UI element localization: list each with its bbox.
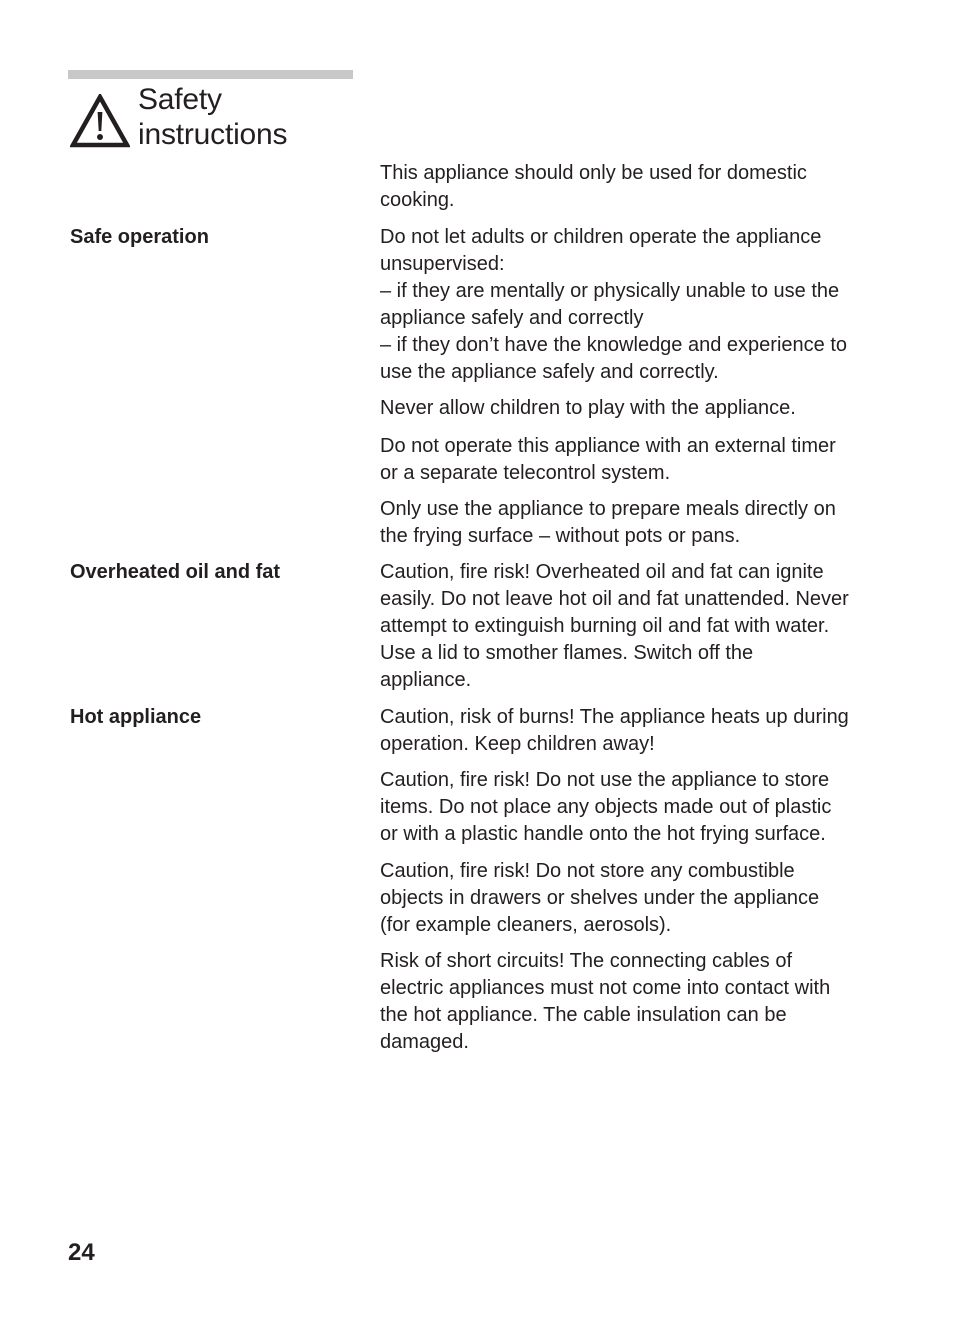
overheated-oil-paragraph-1: Caution, fire risk! Overheated oil and fat can ignite easily. Do not leave hot oil and fat unattended. Never attempt to extinguish burning oil and fat with water. Use a lid to smother flames. Switch off the appliance. <box>380 561 849 691</box>
section-label-overheated-oil: Overheated oil and fat <box>70 561 281 583</box>
hot-appliance-paragraph-4: Risk of short circuits! The connecting cables of electric appliances must not come into contact with the hot appliance. The cable insulation can be damaged. <box>380 950 831 1053</box>
section-label-safe-operation: Safe operation <box>70 226 209 248</box>
hot-appliance-paragraph-3: Caution, fire risk! Do not store any combustible objects in drawers or shelves under the appliance (for example cleaners, aerosols). <box>380 860 820 936</box>
page-title: Safety instructions <box>138 83 288 151</box>
hot-appliance-paragraph-1: Caution, risk of burns! The appliance heats up during operation. Keep children away! <box>380 706 849 755</box>
safe-operation-paragraph-4: Only use the appliance to prepare meals directly on the frying surface – without pots or pans. <box>380 498 836 547</box>
section-label-hot-appliance: Hot appliance <box>70 706 202 728</box>
hot-appliance-paragraph-2: Caution, fire risk! Do not use the appliance to store items. Do not place any objects made out of plastic or with a plastic handle onto the hot frying surface. <box>380 769 832 845</box>
safe-operation-paragraph-3: Do not operate this appliance with an external timer or a separate telecontrol system. <box>380 435 836 484</box>
safe-operation-paragraph-1: Do not let adults or children operate the appliance unsupervised: – if they are mentally or physically unable to use the appliance safely and correctly – if they don’t have the knowledge and experience to use the appliance safely and correctly. <box>380 226 847 383</box>
intro-paragraph: This appliance should only be used for domestic cooking. <box>380 162 807 211</box>
warning-triangle-icon <box>70 94 130 148</box>
safe-operation-paragraph-2: Never allow children to play with the appliance. <box>380 397 796 419</box>
page-number: 24 <box>68 1239 95 1266</box>
header-rule <box>68 70 353 79</box>
